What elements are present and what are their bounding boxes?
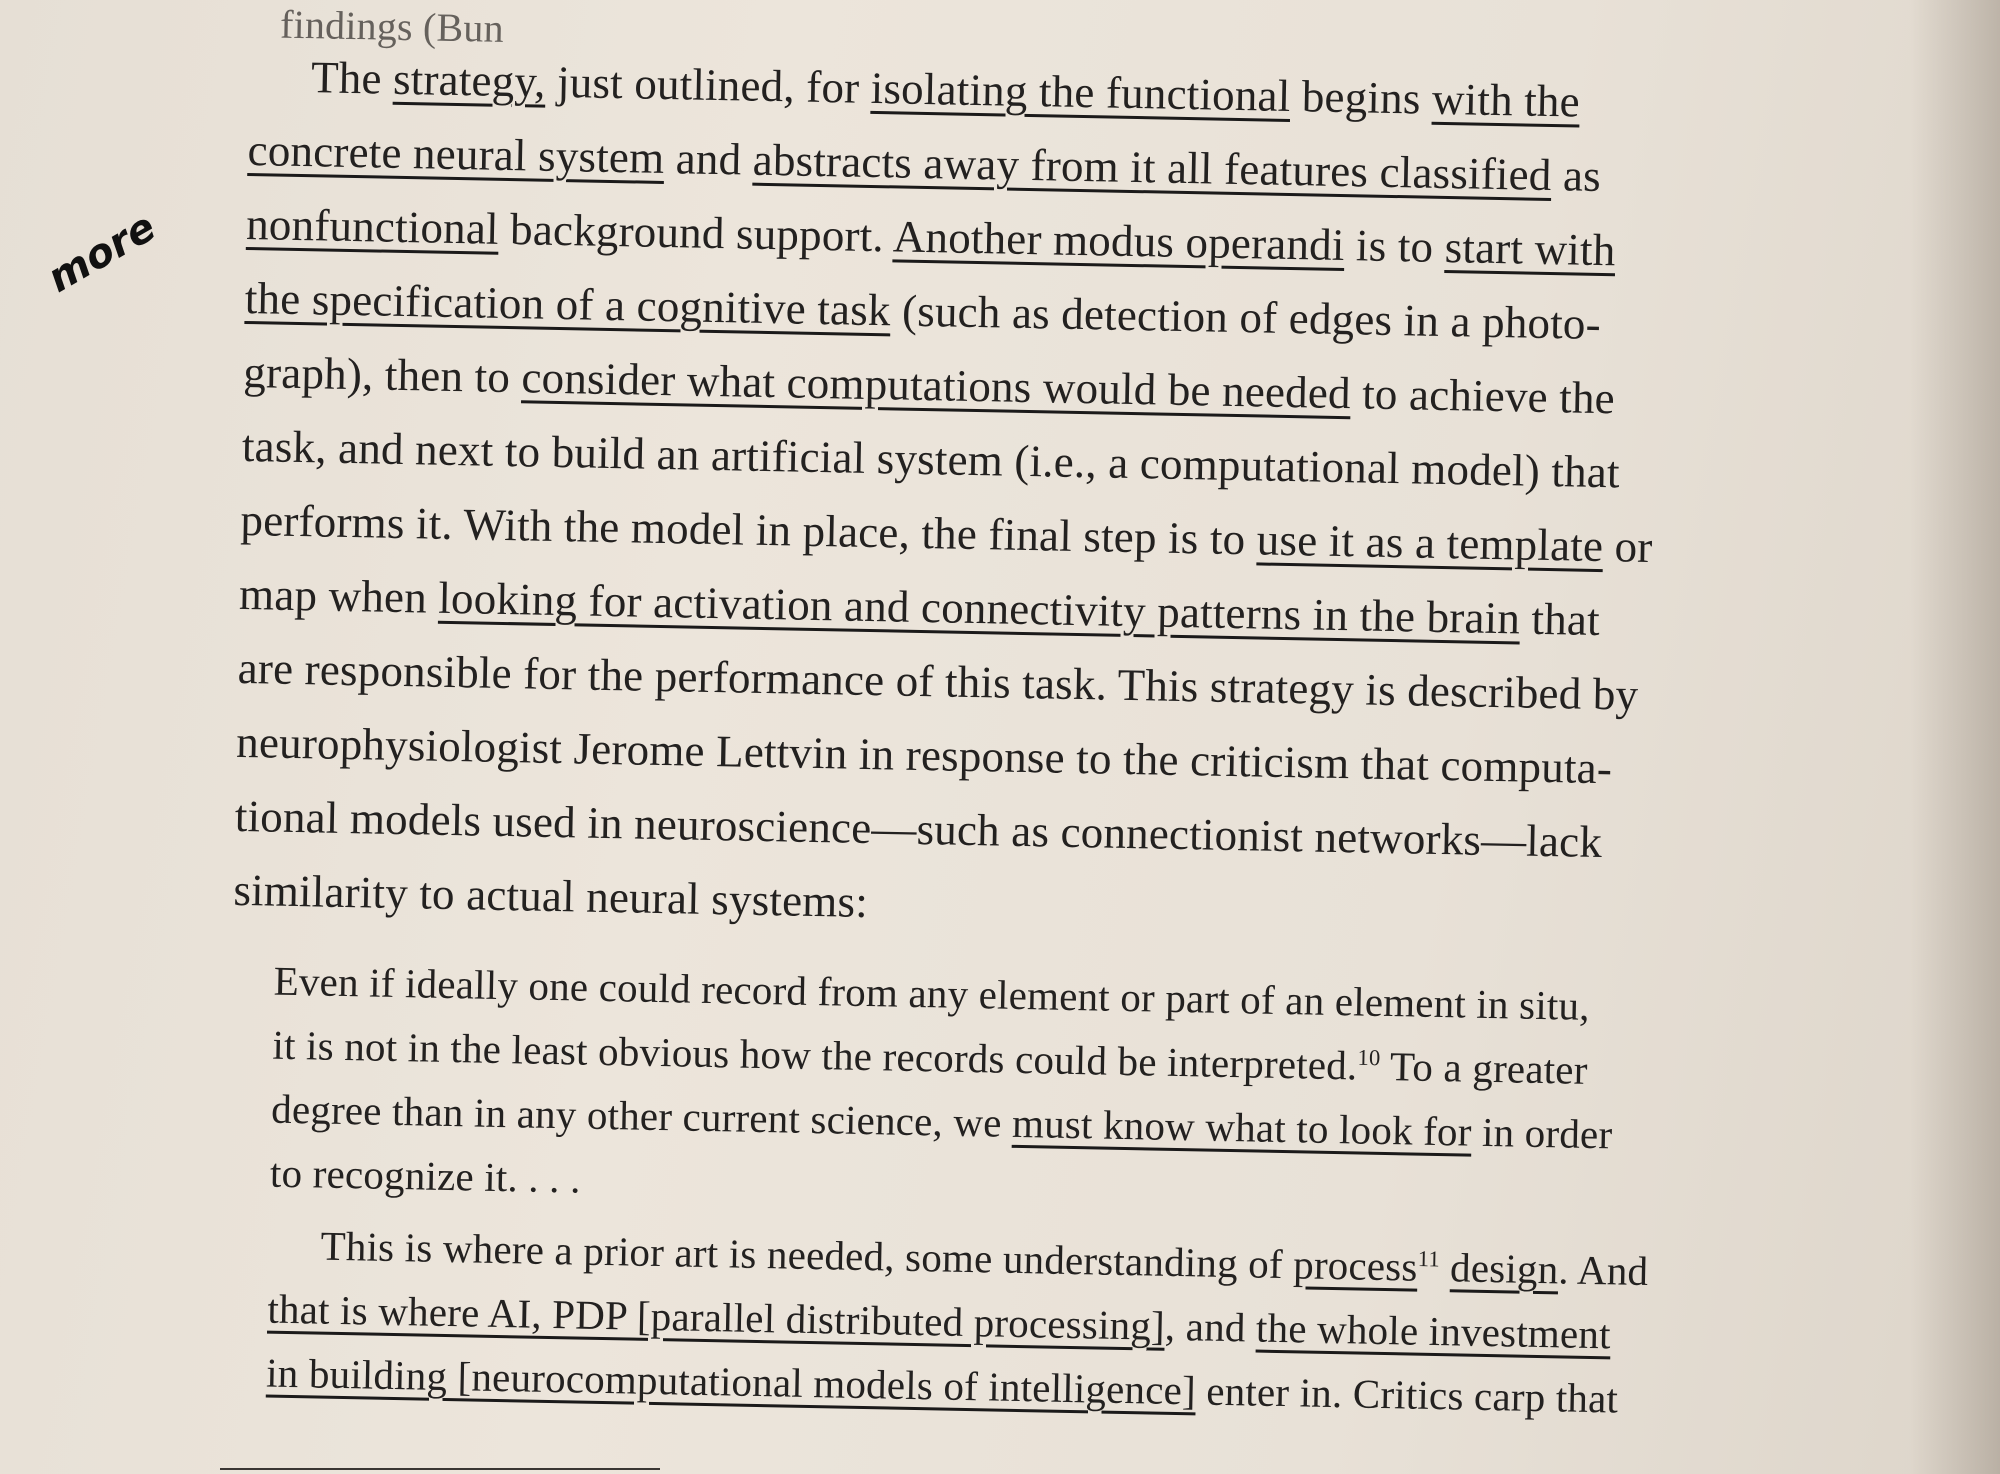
underlined-text: process <box>1292 1241 1419 1290</box>
text-run: or <box>1602 521 1653 573</box>
text-run: . And <box>1557 1246 1649 1295</box>
paragraph-line-3 <box>246 196 1616 278</box>
text-run: as <box>1551 150 1602 201</box>
underlined-text: with the <box>1431 73 1581 127</box>
underlined-text: use it as a template <box>1256 514 1604 572</box>
underlined-text: concrete neural system <box>247 124 665 183</box>
underlined-text: that is where AI, PDP [parallel distributed processing] <box>267 1285 1166 1349</box>
text-run: begins <box>1289 70 1433 124</box>
cut-off-top-line: findings (Bun <box>279 1 505 51</box>
text-run: is to <box>1344 220 1446 272</box>
text-run: performs it. With the model in place, the final step is to <box>240 494 1258 565</box>
paragraph-line-6: task, and next to build an artificial system (i.e., a computational model) that <box>241 420 1621 498</box>
underlined-text: in building [neurocomputational models of intelligence] <box>265 1349 1197 1414</box>
page-text-block <box>233 1 1910 1422</box>
text-run: The <box>310 52 394 104</box>
text-run: degree than in any other current science, we <box>270 1085 1013 1146</box>
text-run: This is where a prior art is needed, some understanding of <box>320 1222 1294 1288</box>
handwritten-margin-note: more <box>40 203 164 302</box>
paragraph-line-10: neurophysiologist Jerome Lettvin in response to the criticism that computa- <box>235 716 1613 794</box>
underlined-text: start with <box>1444 221 1616 276</box>
paragraph-line-5 <box>243 344 1616 426</box>
footnote-marker: 11 <box>1417 1245 1441 1272</box>
text-run: and <box>663 132 754 185</box>
page-bottom-rule <box>220 1468 660 1470</box>
text-run: in order <box>1471 1108 1613 1158</box>
paragraph-line-2 <box>247 122 1601 204</box>
underlined-text: the whole investment <box>1255 1304 1612 1358</box>
text-run: To a greater <box>1379 1042 1589 1093</box>
text-run: (such as detection of edges in a photo- <box>890 285 1602 349</box>
text-run: background support. <box>498 203 894 262</box>
quote-line-1: Even if ideally one could record from any element or part of an element in situ, <box>273 957 1591 1029</box>
underlined-text: the specification of a cognitive task <box>244 272 892 336</box>
spine-shadow <box>1910 0 2000 1474</box>
underlined-text: Another modus operandi <box>892 211 1346 271</box>
text-run: map when <box>238 568 439 623</box>
paragraph-line-7 <box>240 492 1653 575</box>
text-run: to achieve the <box>1350 368 1616 424</box>
text-run: just outlined, for <box>545 56 872 113</box>
underlined-text: strategy, <box>392 53 547 107</box>
underlined-text: abstracts away from it all features classified <box>752 134 1553 201</box>
underlined-text: design <box>1449 1244 1559 1293</box>
paragraph-line-9: are responsible for the performance of this task. This strategy is described by <box>237 642 1639 720</box>
paragraph-line-11: tional models used in neuroscience—such as connectionist networks—lack <box>234 790 1603 868</box>
text-run: that <box>1519 593 1601 646</box>
underlined-text: consider what computations would be needed <box>521 352 1352 419</box>
paragraph-line-4 <box>244 270 1601 352</box>
text-run: , and <box>1164 1302 1257 1351</box>
underlined-text: isolating the functional <box>870 62 1291 121</box>
underlined-text: nonfunctional <box>245 198 500 254</box>
paragraph-line-1 <box>311 49 1581 129</box>
underlined-text: looking for activation and connectivity patterns in the brain <box>437 572 1521 644</box>
text-run: enter in. Critics carp that <box>1195 1367 1619 1422</box>
paragraph-line-12: similarity to actual neural systems: <box>233 864 869 928</box>
underlined-text: must know what to look for <box>1011 1099 1473 1155</box>
text-run: it is not in the least obvious how the records could be interpreted. <box>272 1021 1358 1089</box>
footnote-marker: 10 <box>1357 1044 1381 1071</box>
text-run: graph), then to <box>242 346 522 403</box>
paragraph-line-8 <box>239 566 1601 648</box>
quote-line-4: to recognize it. . . . <box>269 1149 582 1202</box>
